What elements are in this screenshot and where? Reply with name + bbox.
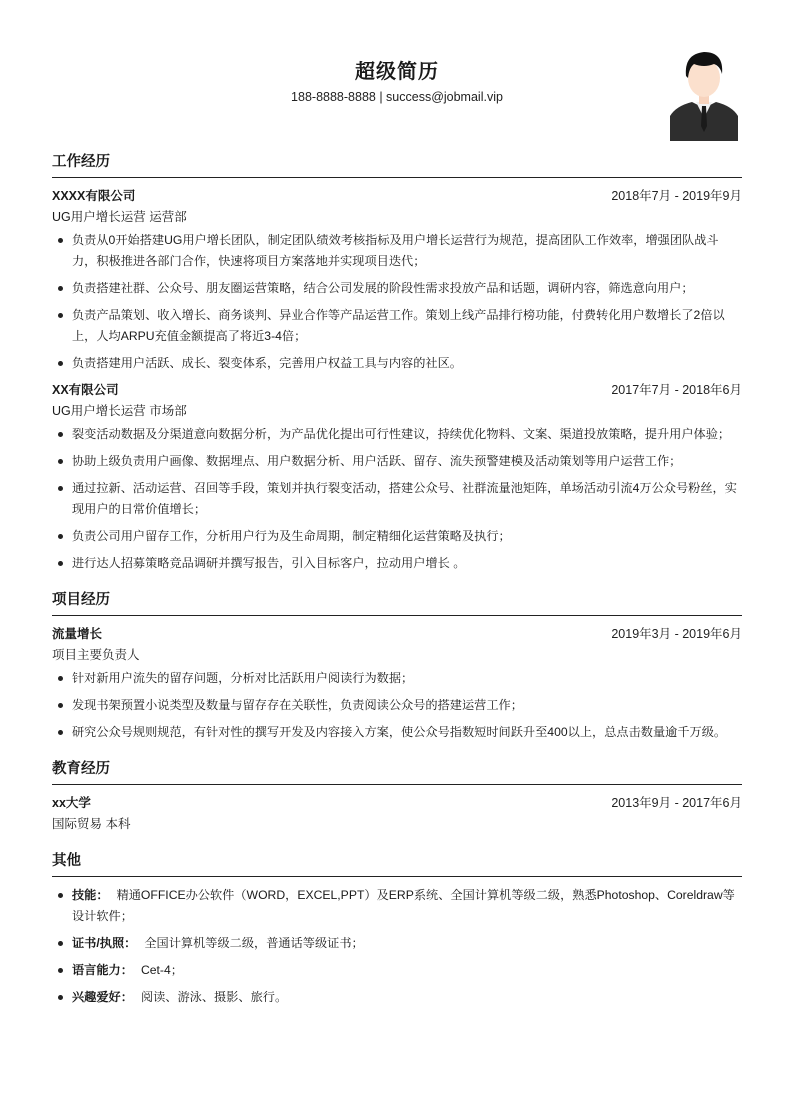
date-range: 2013年9月 - 2017年6月 (611, 796, 742, 810)
resume-name: 超级简历 (355, 61, 439, 83)
resume-page (52, 0, 742, 1014)
project-name: 流量增长 (52, 627, 103, 641)
list-item: 负责搭建社群、公众号、朋友圈运营策略，结合公司发展的阶段性需求投放产品和话题，调研内容，筛选意向用户； (52, 278, 742, 299)
list-item (52, 885, 742, 927)
job-role: UG用户增长运营 市场部 (52, 404, 187, 418)
bullet-list (52, 668, 742, 743)
item-key: 兴趣爱好： (72, 990, 133, 1004)
list-item: 进行达人招募策略竞品调研并撰写报告，引入目标客户，拉动用户增长 。 (52, 553, 742, 574)
work-entry (52, 186, 742, 374)
date-range: 2018年7月 - 2019年9月 (611, 189, 742, 203)
section-title: 项目经历 (52, 588, 742, 616)
education-section (52, 757, 742, 835)
list-item: 协助上级负责用户画像、数据埋点、用户数据分析、用户活跃、留存、流失预警建模及活动策划等用户运营工作； (52, 451, 742, 472)
list-item: 针对新用户流失的留存问题，分析对比活跃用户阅读行为数据； (52, 668, 742, 689)
item-key: 证书/执照： (72, 936, 137, 950)
list-item: 通过拉新、活动运营、召回等手段，策划并执行裂变活动，搭建公众号、社群流量池矩阵，单场活动引流4万公众号粉丝，实现用户的日常价值增长； (52, 478, 742, 520)
work-section (52, 150, 742, 574)
list-item: 负责从0开始搭建UG用户增长团队，制定团队绩效考核指标及用户增长运营行为规范，提高团队工作效率，增强团队战斗力，积极推进各部门合作，快速将项目方案落地并实现项目迭代； (52, 230, 742, 272)
item-value: Cet-4； (140, 963, 183, 977)
education-entry (52, 793, 742, 835)
company-name: XXXX有限公司 (52, 189, 136, 203)
projects-section (52, 588, 742, 743)
list-item: 研究公众号规则规范，有针对性的撰写开发及内容接入方案，使公众号指数短时间跃升至400以上，总点击数量逾千万级。 (52, 722, 742, 743)
list-item (52, 933, 742, 954)
project-role: 项目主要负责人 (52, 648, 140, 662)
item-value: 全国计算机等级二级，普通话等级证书； (144, 936, 364, 950)
list-item: 负责搭建用户活跃、成长、裂变体系，完善用户权益工具与内容的社区。 (52, 353, 742, 374)
other-section (52, 849, 742, 1008)
section-title: 其他 (52, 849, 742, 877)
list-item: 负责产品策划、收入增长、商务谈判、异业合作等产品运营工作。策划上线产品排行榜功能，付费转化用户数增长了2倍以上，人均ARPU充值金额提高了将近3-4倍； (52, 305, 742, 347)
resume-header (52, 0, 742, 150)
bullet-list (52, 230, 742, 374)
section-title: 教育经历 (52, 757, 742, 785)
item-key: 语言能力： (72, 963, 133, 977)
list-item: 裂变活动数据及分渠道意向数据分析，为产品优化提出可行性建议，持续优化物料、文案、渠道投放策略，提升用户体验； (52, 424, 742, 445)
date-range: 2019年3月 - 2019年6月 (611, 627, 742, 641)
school-name: xx大学 (52, 796, 91, 810)
list-item (52, 960, 742, 981)
work-entry (52, 380, 742, 574)
list-item: 负责公司用户留存工作，分析用户行为及生命周期，制定精细化运营策略及执行； (52, 526, 742, 547)
item-key: 技能： (72, 888, 109, 902)
contact-info: 188-8888-8888 | success@jobmail.vip (291, 90, 503, 104)
date-range: 2017年7月 - 2018年6月 (611, 383, 742, 397)
job-role: UG用户增长运营 运营部 (52, 210, 187, 224)
list-item (52, 987, 742, 1008)
bullet-list (52, 885, 742, 1008)
bullet-list (52, 424, 742, 574)
section-title: 工作经历 (52, 150, 742, 178)
item-value: 精通OFFICE办公软件（WORD，EXCEL,PPT）及ERP系统、全国计算机等级二级，熟悉Photoshop、Coreldraw等设计软件； (72, 888, 735, 923)
avatar-photo (670, 46, 738, 141)
major-degree: 国际贸易 本科 (52, 817, 131, 831)
item-value: 阅读、游泳、摄影、旅行。 (140, 990, 288, 1004)
list-item: 发现书架预置小说类型及数量与留存存在关联性，负责阅读公众号的搭建运营工作； (52, 695, 742, 716)
project-entry (52, 624, 742, 743)
company-name: XX有限公司 (52, 383, 119, 397)
